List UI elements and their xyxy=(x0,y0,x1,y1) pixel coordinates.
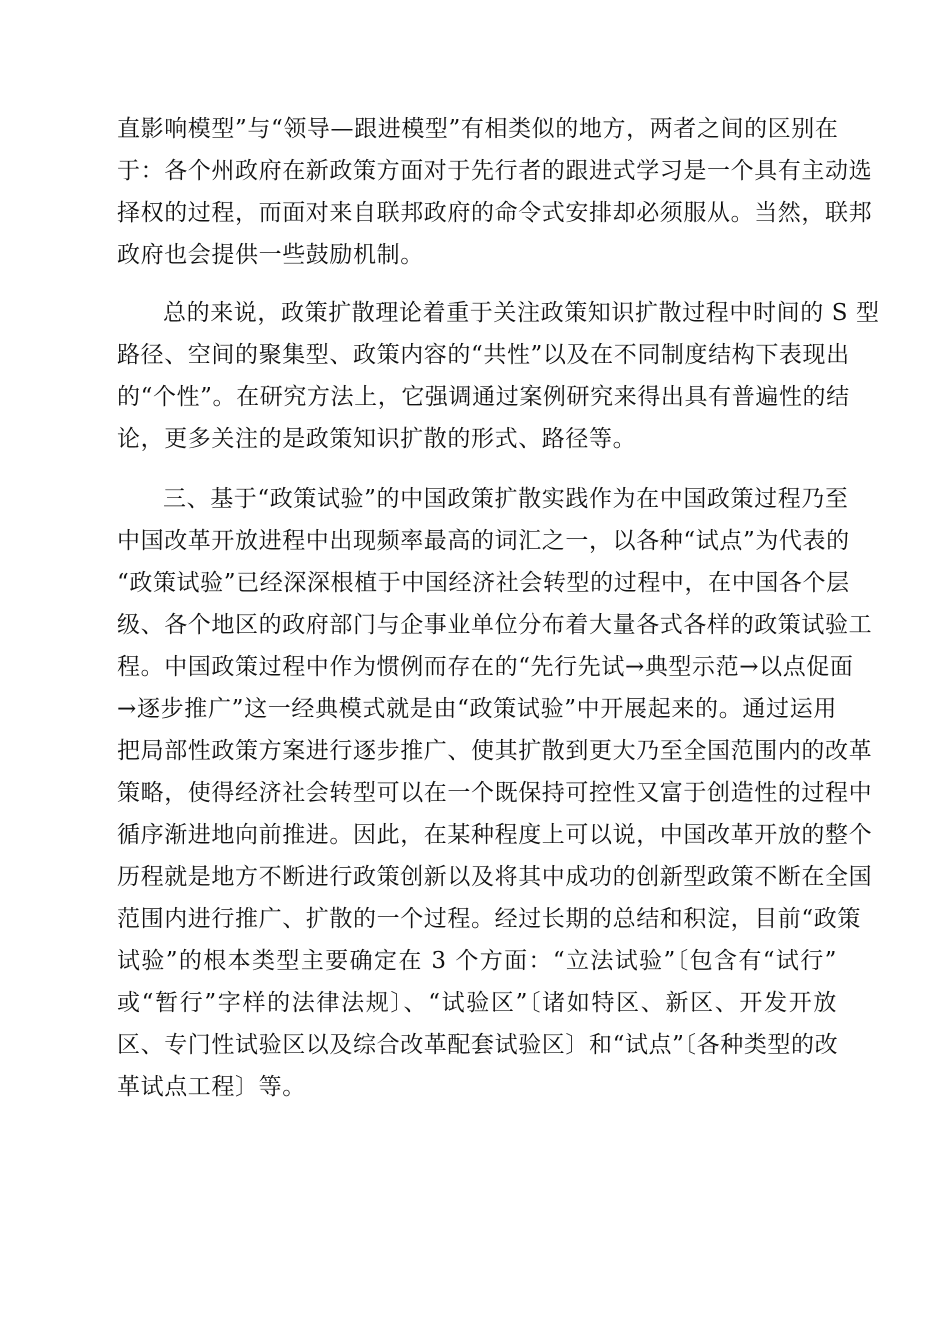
text-line: →逐步推广”这一经典模式就是由“政策试验”中开展起来的。通过运用 xyxy=(117,696,837,722)
text-line: “政策试验”已经深深根植于中国经济社会转型的过程中，在中国各个层 xyxy=(117,570,850,596)
text-line: 历程就是地方不断进行政策创新以及将其中成功的创新型政策不断在全国 xyxy=(117,864,873,890)
text-line: 循序渐进地向前推进。因此，在某种程度上可以说，中国改革开放的整个 xyxy=(117,822,873,848)
text-line: 总的来说，政策扩散理论着重于关注政策知识扩散过程中时间的 S 型 xyxy=(163,300,880,326)
text-line: 中国改革开放进程中出现频率最高的词汇之一，以各种“试点”为代表的 xyxy=(117,528,850,554)
text-line: 或“暂行”字样的法律法规〕、“试验区”〔诸如特区、新区、开发开放 xyxy=(117,990,837,1016)
text-line: 政府也会提供一些鼓励机制。 xyxy=(117,242,424,268)
text-line: 择权的过程，而面对来自联邦政府的命令式安排却必须服从。当然，联邦 xyxy=(117,200,873,226)
text-line: 把局部性政策方案进行逐步推广、使其扩散到更大乃至全国范围内的改革 xyxy=(117,738,873,764)
text-line: 路径、空间的聚集型、政策内容的“共性”以及在不同制度结构下表现出 xyxy=(117,342,850,368)
text-line: 三、基于“政策试验”的中国政策扩散实践作为在中国政策过程乃至 xyxy=(163,486,849,512)
paragraph-2 xyxy=(117,292,880,460)
text-line: 范围内进行推广、扩散的一个过程。经过长期的总结和积淀，目前“政策 xyxy=(117,906,861,932)
text-line: 论，更多关注的是政策知识扩散的形式、路径等。 xyxy=(117,426,637,452)
text-line: 直影响模型”与“领导—跟进模型”有相类似的地方，两者之间的区别在 xyxy=(117,116,839,142)
text-line: 试验”的根本类型主要确定在 3 个方面：“立法试验”〔包含有“试行” xyxy=(117,948,837,974)
text-line: 程。中国政策过程中作为惯例而存在的“先行先试→典型示范→以点促面 xyxy=(117,654,854,680)
text-line: 的“个性”。在研究方法上，它强调通过案例研究来得出具有普遍性的结 xyxy=(117,384,850,410)
text-line: 革试点工程〕等。 xyxy=(117,1074,306,1100)
paragraph-3 xyxy=(117,478,873,1108)
paragraph-1 xyxy=(117,108,873,276)
text-line: 策略，使得经济社会转型可以在一个既保持可控性又富于创造性的过程中 xyxy=(117,780,873,806)
text-line: 级、各个地区的政府部门与企事业单位分布着大量各式各样的政策试验工 xyxy=(117,612,873,638)
text-line: 于：各个州政府在新政策方面对于先行者的跟进式学习是一个具有主动选 xyxy=(117,158,873,184)
text-line: 区、专门性试验区以及综合改革配套试验区〕和“试点”〔各种类型的改 xyxy=(117,1032,839,1058)
